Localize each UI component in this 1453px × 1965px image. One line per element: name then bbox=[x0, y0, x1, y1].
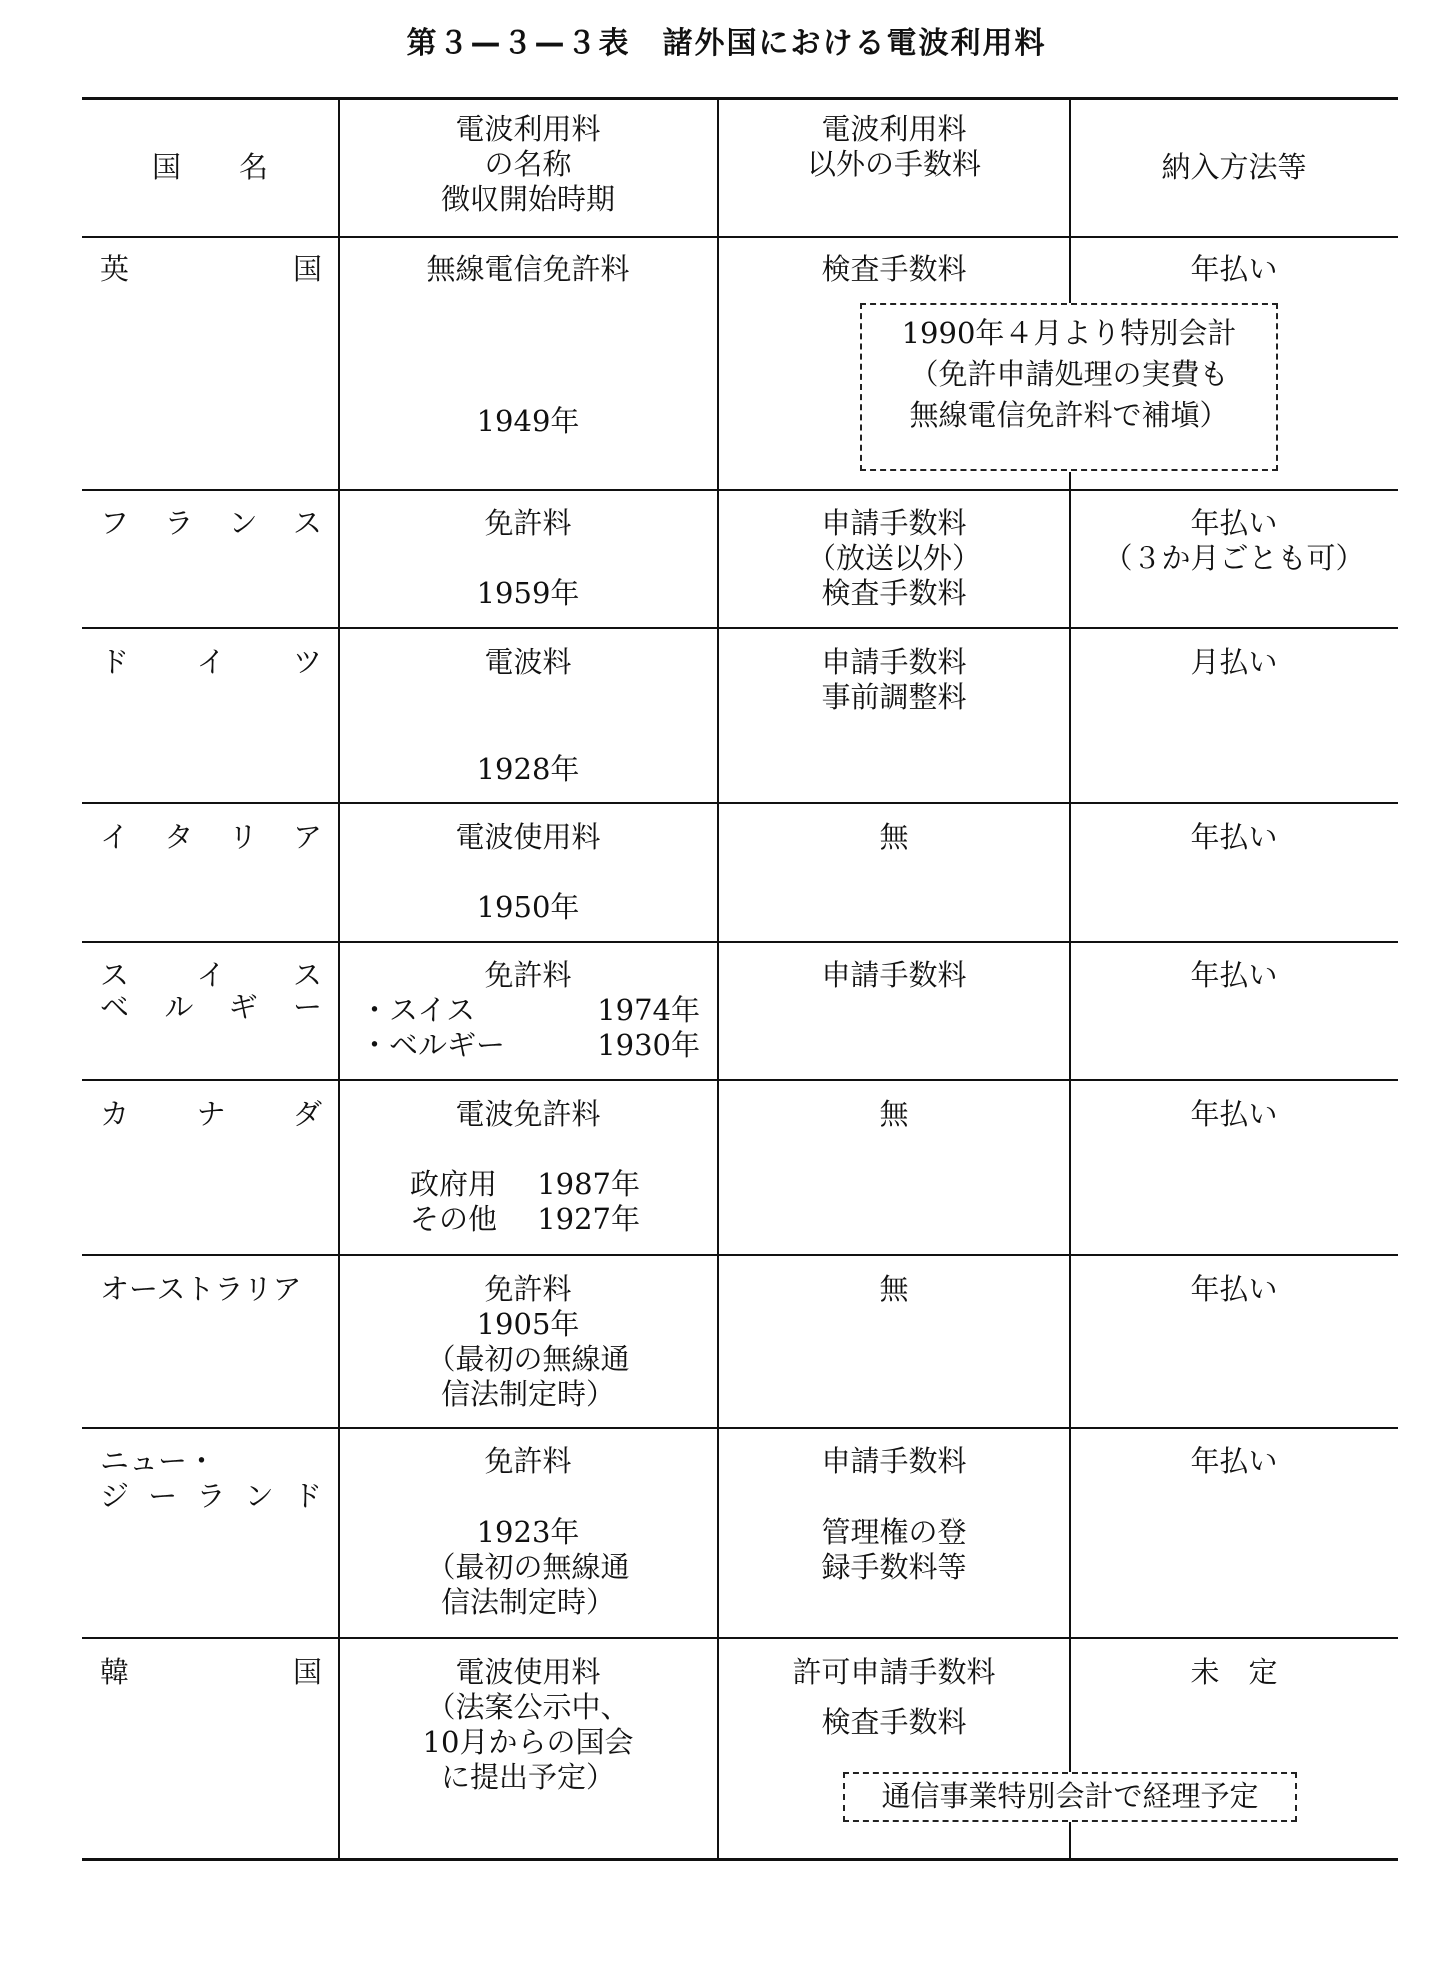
payment-cell: 月払い bbox=[1190, 645, 1278, 679]
row-separator bbox=[82, 941, 1398, 943]
header-country: 国 名 bbox=[151, 150, 268, 184]
country-cell: 英 国 bbox=[100, 252, 322, 286]
start-year: 1928年 bbox=[476, 752, 580, 786]
country-cell: オーストラリア bbox=[100, 1272, 302, 1306]
other-fees-cell: 申請手数料 事前調整料 bbox=[821, 645, 967, 714]
table-top-border bbox=[82, 97, 1398, 100]
other-fees-cell: 検査手数料 bbox=[821, 1705, 967, 1739]
other-fees-cell: 許可申請手数料 bbox=[792, 1655, 996, 1689]
header-fee-name: 電波利用料 の名称 徴収開始時期 bbox=[440, 112, 615, 216]
fee-name-cell: 電波料 bbox=[484, 645, 572, 679]
row-separator bbox=[82, 1637, 1398, 1639]
other-fees-cell: 無 bbox=[879, 820, 909, 854]
other-fees-cell: 管理権の登 録手数料等 bbox=[821, 1515, 967, 1584]
note-box: 通信事業特別会計で経理予定 bbox=[843, 1772, 1297, 1822]
payment-cell: 年払い （３か月ごとも可） bbox=[1103, 506, 1365, 575]
note-box: 1990年４月より特別会計 （免許申請処理の実費も 無線電信免許料で補塡） bbox=[860, 303, 1278, 471]
fee-name-cell: 免許料 1905年 （最初の無線通 信法制定時） bbox=[426, 1272, 630, 1411]
fee-name-cell: 電波免許料 bbox=[455, 1097, 601, 1131]
start-year: 1923年 （最初の無線通 信法制定時） bbox=[426, 1515, 630, 1619]
row-separator bbox=[82, 627, 1398, 629]
header-other-fees: 電波利用料 以外の手数料 bbox=[806, 112, 981, 181]
table-title: 第３—３—３表 諸外国における電波利用料 bbox=[406, 26, 1047, 61]
row-separator bbox=[82, 802, 1398, 804]
header-bottom-border bbox=[82, 236, 1398, 238]
other-fees-cell: 無 bbox=[879, 1097, 909, 1131]
country-cell: ド イ ツ bbox=[100, 645, 322, 679]
other-fees-cell: 申請手数料 （放送以外） 検査手数料 bbox=[806, 506, 981, 610]
payment-cell: 年払い bbox=[1190, 958, 1278, 992]
country-cell: 韓 国 bbox=[100, 1655, 322, 1689]
payment-cell: 年払い bbox=[1190, 820, 1278, 854]
row-separator bbox=[82, 489, 1398, 491]
column-divider bbox=[1069, 1822, 1071, 1858]
other-fees-cell: 申請手数料 bbox=[821, 958, 967, 992]
row-separator bbox=[82, 1427, 1398, 1429]
row-separator bbox=[82, 1254, 1398, 1256]
payment-cell: 未 定 bbox=[1190, 1655, 1278, 1689]
fee-name-cell: 電波使用料 （法案公示中、 10月からの国会 に提出予定） bbox=[422, 1655, 634, 1794]
country-cell: フ ラ ン ス bbox=[100, 506, 322, 540]
payment-cell: 年払い bbox=[1190, 1444, 1278, 1478]
start-year: 1949年 bbox=[476, 404, 580, 438]
table-bottom-border bbox=[82, 1858, 1398, 1861]
row-separator bbox=[82, 1079, 1398, 1081]
fee-name-cell: 電波使用料 bbox=[455, 820, 601, 854]
country-cell: ス イ ス bbox=[100, 958, 322, 992]
start-year: 1950年 bbox=[476, 890, 580, 924]
other-fees-cell: 検査手数料 bbox=[821, 252, 967, 286]
country-cell: カ ナ ダ bbox=[100, 1097, 322, 1131]
country-cell: ニュー・ bbox=[100, 1444, 217, 1478]
start-year: 1959年 bbox=[476, 576, 580, 610]
fee-name-cell: 免許料 bbox=[484, 506, 572, 540]
fee-name-cell: 免許料 bbox=[484, 1444, 572, 1478]
country-cell: イ タ リ ア bbox=[100, 820, 322, 854]
start-year-list: 政府用 1987年 その他 1927年 bbox=[410, 1167, 640, 1236]
other-fees-cell: 無 bbox=[879, 1272, 909, 1306]
start-year-list: ・スイス 1974年 ・ベルギー 1930年 bbox=[360, 993, 700, 1062]
other-fees-cell: 申請手数料 bbox=[821, 1444, 967, 1478]
country-cell: ジ ー ラ ン ド bbox=[100, 1479, 322, 1513]
payment-cell: 年払い bbox=[1190, 1097, 1278, 1131]
fee-name-cell: 免許料 bbox=[484, 958, 572, 992]
fee-name-cell: 無線電信免許料 bbox=[426, 252, 630, 286]
country-cell: ベ ル ギ ー bbox=[100, 990, 322, 1024]
payment-cell: 年払い bbox=[1190, 1272, 1278, 1306]
payment-cell: 年払い bbox=[1190, 252, 1278, 286]
header-payment: 納入方法等 bbox=[1161, 150, 1307, 184]
